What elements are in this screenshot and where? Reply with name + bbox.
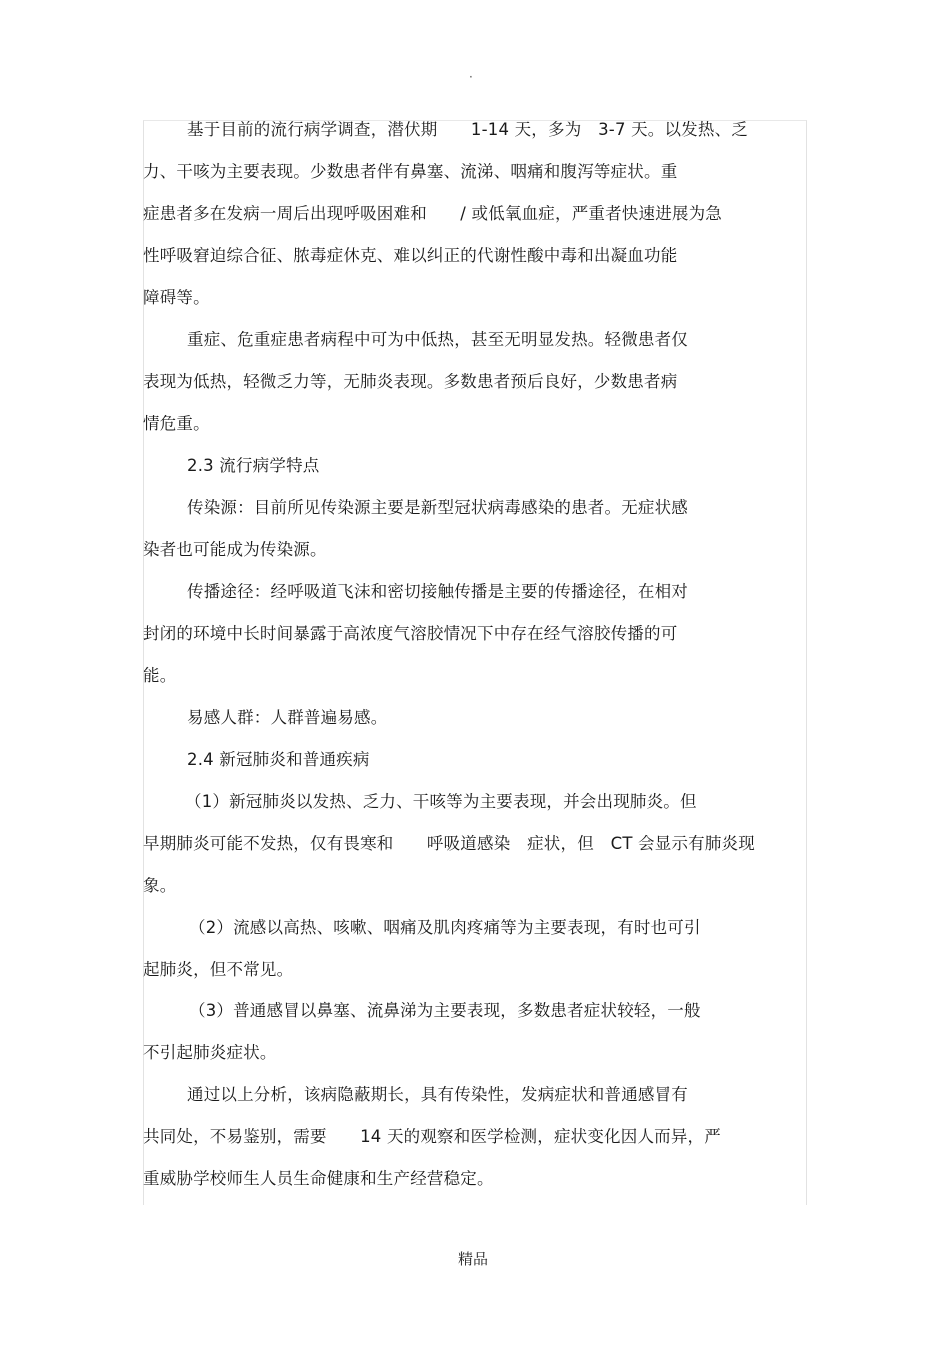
text-line: （2）流感以高热、咳嗽、咽痛及肌肉疼痛等为主要表现，有时也可引 — [189, 918, 701, 937]
text-line: 症患者多在发病一周后出现呼吸困难和 / 或低氧血症，严重者快速进展为急 — [143, 204, 723, 223]
text-line: （1）新冠肺炎以发热、乏力、干咳等为主要表现，并会出现肺炎。但 — [185, 792, 697, 811]
text-line: 易感人群：人群普遍易感。 — [187, 708, 388, 727]
text-line: 情危重。 — [143, 414, 210, 433]
text-line: 障碍等。 — [143, 288, 210, 307]
text-line: 起肺炎，但不常见。 — [143, 960, 294, 979]
text-line: 不引起肺炎症状。 — [143, 1043, 277, 1062]
text-line: 表现为低热，轻微乏力等，无肺炎表现。多数患者预后良好，少数患者病 — [143, 372, 678, 391]
text-line: 重威胁学校师生人员生命健康和生产经营稳定。 — [143, 1169, 494, 1188]
text-line: 力、干咳为主要表现。少数患者伴有鼻塞、流涕、咽痛和腹泻等症状。重 — [143, 162, 678, 181]
footer-label: 精品 — [458, 1250, 489, 1268]
text-line: 封闭的环境中长时间暴露于高浓度气溶胶情况下中存在经气溶胶传播的可 — [143, 624, 678, 643]
text-line: 共同处，不易鉴别，需要 14 天的观察和医学检测，症状变化因人而异，严 — [143, 1127, 721, 1146]
text-line: 传播途径：经呼吸道飞沫和密切接触传播是主要的传播途径，在相对 — [187, 582, 688, 601]
header-dot: · — [469, 70, 473, 84]
section-heading: 2.4 新冠肺炎和普通疾病 — [187, 750, 370, 769]
text-line: 能。 — [143, 666, 177, 685]
text-line: 重症、危重症患者病程中可为中低热，甚至无明显发热。轻微患者仅 — [187, 330, 688, 349]
text-line: 象。 — [143, 876, 177, 895]
text-line: 染者也可能成为传染源。 — [143, 540, 327, 559]
text-line: 通过以上分析，该病隐蔽期长，具有传染性，发病症状和普通感冒有 — [187, 1085, 688, 1104]
text-line: 早期肺炎可能不发热，仅有畏寒和 呼吸道感染 症状，但 CT 会显示有肺炎现 — [143, 834, 755, 853]
text-line: 性呼吸窘迫综合征、脓毒症休克、难以纠正的代谢性酸中毒和出凝血功能 — [143, 246, 678, 265]
section-heading: 2.3 流行病学特点 — [187, 456, 320, 475]
text-line: （3）普通感冒以鼻塞、流鼻涕为主要表现，多数患者症状较轻，一般 — [189, 1001, 701, 1020]
text-line: 传染源：目前所见传染源主要是新型冠状病毒感染的患者。无症状感 — [187, 498, 688, 517]
text-line: 基于目前的流行病学调查，潜伏期 1-14 天，多为 3-7 天。以发热、乏 — [187, 120, 748, 139]
